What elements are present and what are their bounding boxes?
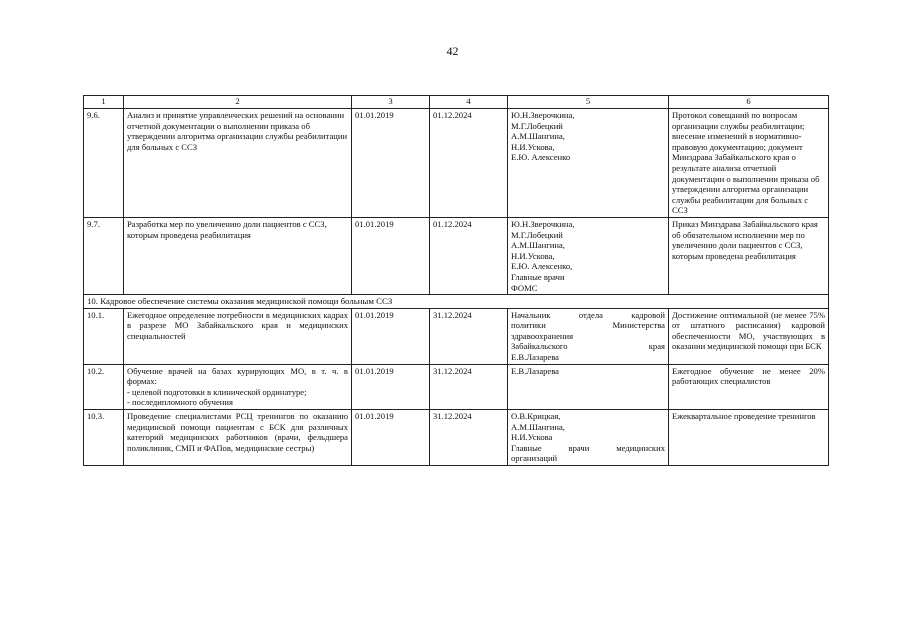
responsible-cell <box>508 364 669 409</box>
start-date-cell: 01.01.2019 <box>352 308 430 364</box>
responsible-cell <box>508 308 669 364</box>
responsible-person: Н.И.Ускова <box>511 432 553 443</box>
result-cell: Ежеквартальное проведение тренингов <box>669 410 829 466</box>
column-header: 5 <box>508 96 669 109</box>
header-row <box>84 96 829 109</box>
responsible-person: Ю.Н.Зверочкина, <box>511 218 575 229</box>
responsible-cell <box>508 217 669 294</box>
end-date-cell: 31.12.2024 <box>430 410 508 466</box>
responsible-person: Забайкальского края <box>511 341 665 352</box>
row-number: 9.7. <box>84 217 124 294</box>
activity-list-item: - последипломного обучения <box>127 397 233 408</box>
responsible-person: А.М.Шангина, <box>511 421 565 432</box>
responsible-person: М.Г.Лобецкий <box>511 229 563 240</box>
responsible-person: Н.И.Ускова, <box>511 141 555 152</box>
column-header: 4 <box>430 96 508 109</box>
responsible-person: Начальник отдела кадровой <box>511 309 665 320</box>
table-row <box>84 217 829 294</box>
start-date-cell: 01.01.2019 <box>352 217 430 294</box>
responsible-person: М.Г.Лобецкий <box>511 120 563 131</box>
responsible-cell <box>508 410 669 466</box>
responsible-person: здравоохранения <box>511 330 574 341</box>
responsible-person: О.В.Крицкая, <box>511 411 561 422</box>
table-row <box>84 109 829 218</box>
end-date-cell: 01.12.2024 <box>430 109 508 218</box>
start-date-cell: 01.01.2019 <box>352 109 430 218</box>
start-date-cell: 01.01.2019 <box>352 364 430 409</box>
responsible-person: политики Министерства <box>511 320 665 331</box>
row-number: 9.6. <box>84 109 124 218</box>
activity-cell: Разработка мер по увеличению доли пациентов с ССЗ, которым проведена реабилитация <box>124 217 352 294</box>
column-header: 6 <box>669 96 829 109</box>
row-number: 10.2. <box>84 364 124 409</box>
result-cell: Протокол совещаний по вопросам организации службы реабилитации; внесение изменений в нормативно-правовую документацию; документ Минздрава Забайкальского края о результате анализа отчетной документации о выполнении приказа об утверждении алгоритма организации службы реабилитации для больных с ССЗ <box>669 109 829 218</box>
end-date-cell: 31.12.2024 <box>430 364 508 409</box>
activity-cell: Анализ и принятие управленческих решений на основании отчетной документации о выполнении приказа об утверждении алгоритма организации службы реабилитации для больных с ССЗ <box>124 109 352 218</box>
row-number: 10.3. <box>84 410 124 466</box>
responsible-person: Е.Ю. Алексенко <box>511 152 571 163</box>
end-date-cell: 31.12.2024 <box>430 308 508 364</box>
table-row <box>84 308 829 364</box>
responsible-person: ФОМС <box>511 282 538 293</box>
row-number: 10.1. <box>84 308 124 364</box>
page-number: 42 <box>446 44 459 58</box>
column-header: 3 <box>352 96 430 109</box>
table-row <box>84 364 829 409</box>
section-row <box>84 295 829 309</box>
result-cell: Достижение оптимальной (не менее 75% от штатного расписания) кадровой обеспеченности МО, участвующих в оказании медицинской помощи при БСК <box>669 308 829 364</box>
responsible-person: Е.В.Лазарева <box>511 365 559 376</box>
responsible-person: Е.Ю. Алексенко, <box>511 261 573 272</box>
responsible-cell <box>508 109 669 218</box>
activity-list-item: - целевой подготовки в клинической ординатуре; <box>127 386 307 397</box>
responsible-person: организаций <box>511 453 558 464</box>
action-plan-table <box>83 95 829 466</box>
result-cell: Приказ Минздрава Забайкальского края об обязательном исполнении мер по увеличению доли пациентов с ССЗ, которым проведена реабилитация <box>669 217 829 294</box>
responsible-person: Е.В.Лазарева <box>511 352 559 363</box>
activity-cell: Ежегодное определение потребности в медицинских кадрах в разрезе МО Забайкальского края и медицинских специальностей <box>124 308 352 364</box>
responsible-person: Н.И.Ускова, <box>511 250 555 261</box>
responsible-person: Главные врачи <box>511 271 565 282</box>
result-cell: Ежегодное обучение не менее 20% работающих специалистов <box>669 364 829 409</box>
end-date-cell: 01.12.2024 <box>430 217 508 294</box>
column-header: 2 <box>124 96 352 109</box>
responsible-person: Главные врачи медицинских <box>511 442 665 453</box>
start-date-cell: 01.01.2019 <box>352 410 430 466</box>
activity-text: Обучение врачей на базах курирующих МО, в т. ч. в формах: <box>127 365 348 387</box>
activity-cell <box>124 364 352 409</box>
responsible-person: А.М.Шангина, <box>511 131 565 142</box>
table-row <box>84 410 829 466</box>
section-title: 10. Кадровое обеспечение системы оказания медицинской помощи больным ССЗ <box>84 295 829 309</box>
responsible-person: Ю.Н.Зверочкина, <box>511 110 575 120</box>
responsible-person: А.М.Шангина, <box>511 240 565 251</box>
column-header: 1 <box>84 96 124 109</box>
activity-cell: Проведение специалистами РСЦ тренингов по оказанию медицинской помощи пациентам с БСК для различных категорий медицинских работников (врачи, фельдшера поликлиник, СМП и ФАПов, медицинские сестры) <box>124 410 352 466</box>
